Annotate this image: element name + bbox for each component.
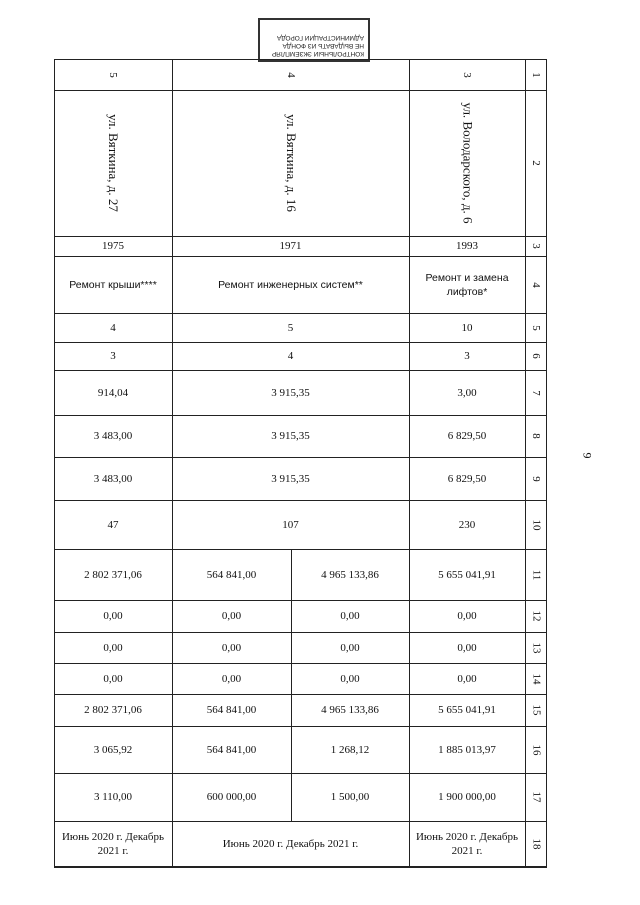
value-cell-text: 2 802 371,06 (84, 568, 142, 581)
work-period (172, 821, 409, 867)
value-cell (54, 457, 172, 500)
work-period-text: Июнь 2020 г. Декабрь 2021 г. (61, 831, 165, 857)
value-cell-text: 3 915,35 (271, 386, 310, 399)
value-cell (172, 663, 291, 694)
row-number-text: 7 (530, 389, 542, 396)
row-number-text: 15 (530, 704, 542, 716)
work-type-text: Ремонт и замена лифтов* (425, 271, 509, 298)
value-cell (291, 632, 409, 663)
row-number-text: 6 (530, 353, 542, 359)
house-number (54, 59, 172, 90)
value-cell (172, 549, 291, 600)
value-cell (172, 457, 409, 500)
value-cell (291, 549, 409, 600)
house-number-text: 5 (107, 71, 119, 78)
house-number-text: 4 (284, 71, 297, 78)
row-number (525, 256, 547, 313)
stamp-line: НЕ ВЫДАВАТЬ ИЗ ФОНДА (282, 42, 364, 49)
row-number (525, 694, 547, 726)
value-cell (409, 370, 525, 415)
value-cell (54, 549, 172, 600)
value-cell-text: 0,00 (221, 672, 242, 685)
value-cell (54, 370, 172, 415)
row-number (525, 549, 547, 600)
row-number-text: 8 (530, 433, 542, 439)
house-address-text: ул. Вяткина, д. 16 (283, 114, 299, 212)
value-cell (172, 694, 291, 726)
value-cell-text: 10 (461, 321, 473, 334)
value-cell-text: 3 (110, 350, 116, 362)
value-cell-text: 0,00 (221, 641, 242, 654)
value-cell-text: 0,00 (221, 610, 242, 622)
row-number-text: 14 (530, 673, 542, 684)
value-cell-text: 1 500,00 (330, 791, 370, 803)
work-period-text: Июнь 2020 г. Декабрь 2021 г. (415, 831, 519, 857)
work-type (409, 256, 525, 313)
build-year (409, 236, 525, 256)
value-cell-text: 600 000,00 (206, 791, 257, 803)
house-number-text: 3 (461, 71, 473, 78)
house-address (172, 90, 409, 236)
value-cell (409, 632, 525, 663)
row-number (525, 773, 547, 821)
row-number (525, 342, 547, 370)
row-number-text: 17 (530, 791, 542, 803)
value-cell-text: 3 110,00 (93, 791, 133, 803)
value-cell (409, 694, 525, 726)
value-cell-text: 4 (110, 321, 116, 334)
page-number: 9 (580, 452, 595, 459)
value-cell (54, 663, 172, 694)
value-cell-text: 2 802 371,06 (84, 704, 142, 716)
value-cell-text: 4 965 133,86 (321, 568, 379, 581)
value-cell (172, 370, 409, 415)
value-cell-text: 230 (458, 518, 476, 531)
value-cell (409, 726, 525, 773)
value-cell-text: 0,00 (340, 672, 360, 685)
repair-program-table (54, 59, 547, 867)
value-cell (409, 457, 525, 500)
value-cell (54, 500, 172, 549)
row-number-text: 3 (530, 243, 542, 249)
value-cell (291, 773, 409, 821)
work-type (172, 256, 409, 313)
row-number-text: 2 (530, 160, 542, 166)
row-number (525, 500, 547, 549)
value-cell-text: 0,00 (103, 641, 123, 654)
value-cell-text: 3 065,92 (93, 743, 133, 756)
value-cell-text: 6 829,50 (447, 430, 487, 442)
work-type-text: Ремонт крыши**** (69, 278, 157, 291)
row-number-text: 5 (530, 324, 542, 331)
value-cell-text: 0,00 (457, 672, 477, 685)
value-cell-text: 0,00 (340, 641, 360, 654)
value-cell (172, 600, 291, 632)
value-cell-text: 6 829,50 (447, 472, 487, 485)
work-period-text: Июнь 2020 г. Декабрь 2021 г. (222, 838, 359, 850)
row-number-text: 13 (530, 642, 542, 653)
value-cell (54, 415, 172, 457)
house-number (409, 59, 525, 90)
stamp-line: КОНТРОЛЬНЫЙ ЭКЗЕМПЛЯР (271, 50, 364, 57)
row-number-text: 18 (530, 838, 542, 850)
work-type-text: Ремонт инженерных систем** (218, 278, 363, 291)
value-cell-text: 914,04 (97, 386, 129, 399)
value-cell-text: 4 965 133,86 (321, 704, 379, 716)
build-year-text: 1971 (279, 240, 302, 252)
value-cell-text: 3 915,35 (271, 430, 310, 442)
row-number (525, 236, 547, 256)
value-cell (291, 726, 409, 773)
value-cell-text: 5 655 041,91 (438, 704, 496, 716)
value-cell-text: 5 655 041,91 (438, 568, 496, 581)
work-type (54, 256, 172, 313)
value-cell (409, 600, 525, 632)
value-cell (172, 726, 291, 773)
build-year-text: 1975 (102, 240, 124, 252)
house-address (409, 90, 525, 236)
row-number (525, 663, 547, 694)
house-address (54, 90, 172, 236)
row-number-text: 4 (530, 281, 542, 288)
row-number (525, 59, 547, 90)
value-cell (172, 632, 291, 663)
value-cell-text: 3 915,35 (271, 472, 310, 485)
value-cell (291, 600, 409, 632)
house-address-text: ул. Вяткина, д. 27 (106, 114, 121, 212)
value-cell (54, 726, 172, 773)
row-number-text: 10 (530, 519, 542, 530)
value-cell (291, 694, 409, 726)
value-cell-text: 3 483,00 (93, 430, 133, 442)
value-cell-text: 5 (287, 321, 294, 334)
value-cell-text: 3 483,00 (93, 472, 133, 485)
value-cell (409, 773, 525, 821)
value-cell-text: 1 900 000,00 (438, 791, 496, 803)
row-number (525, 313, 547, 342)
work-period (409, 821, 525, 867)
table-horizontal-rule (54, 867, 547, 868)
build-year (54, 236, 172, 256)
value-cell (291, 663, 409, 694)
value-cell (172, 500, 409, 549)
row-number (525, 632, 547, 663)
value-cell-text: 0,00 (103, 610, 123, 622)
row-number (525, 415, 547, 457)
value-cell (409, 313, 525, 342)
value-cell-text: 0,00 (457, 610, 477, 622)
value-cell (54, 600, 172, 632)
build-year-text: 1993 (456, 240, 478, 252)
value-cell (409, 500, 525, 549)
value-cell (54, 342, 172, 370)
value-cell (54, 632, 172, 663)
value-cell-text: 564 841,00 (206, 704, 257, 716)
row-number-text: 12 (530, 610, 542, 622)
value-cell-text: 0,00 (457, 641, 477, 654)
value-cell-text: 564 841,00 (206, 743, 257, 756)
row-number (525, 457, 547, 500)
value-cell-text: 0,00 (103, 672, 123, 685)
row-number (525, 821, 547, 867)
row-number-text: 11 (530, 569, 542, 580)
value-cell-text: 107 (282, 518, 299, 531)
value-cell (54, 313, 172, 342)
row-number-text: 16 (530, 744, 542, 755)
value-cell-text: 3 (464, 350, 470, 362)
archive-stamp (258, 18, 370, 62)
value-cell-text: 1 885 013,97 (438, 743, 496, 756)
row-number-text: 1 (530, 71, 542, 78)
row-number (525, 726, 547, 773)
value-cell-text: 4 (287, 350, 294, 362)
value-cell-text: 0,00 (340, 610, 360, 622)
value-cell (172, 342, 409, 370)
value-cell (409, 415, 525, 457)
value-cell-text: 3,00 (457, 386, 477, 399)
build-year (172, 236, 409, 256)
stamp-line: АДМИНИСТРАЦИИ ГОРОДА (276, 34, 364, 41)
value-cell (172, 773, 291, 821)
value-cell-text: 1 268,12 (330, 743, 370, 756)
value-cell (54, 694, 172, 726)
value-cell (409, 663, 525, 694)
house-address-text: ул. Володарского, д. 6 (460, 102, 475, 224)
row-number (525, 370, 547, 415)
row-number (525, 90, 547, 236)
value-cell (172, 313, 409, 342)
value-cell (172, 415, 409, 457)
house-number (172, 59, 409, 90)
value-cell-text: 564 841,00 (206, 568, 257, 581)
value-cell-text: 47 (107, 518, 119, 531)
value-cell (409, 342, 525, 370)
row-number-text: 9 (530, 475, 542, 482)
row-number (525, 600, 547, 632)
value-cell (409, 549, 525, 600)
work-period (54, 821, 172, 867)
value-cell (54, 773, 172, 821)
